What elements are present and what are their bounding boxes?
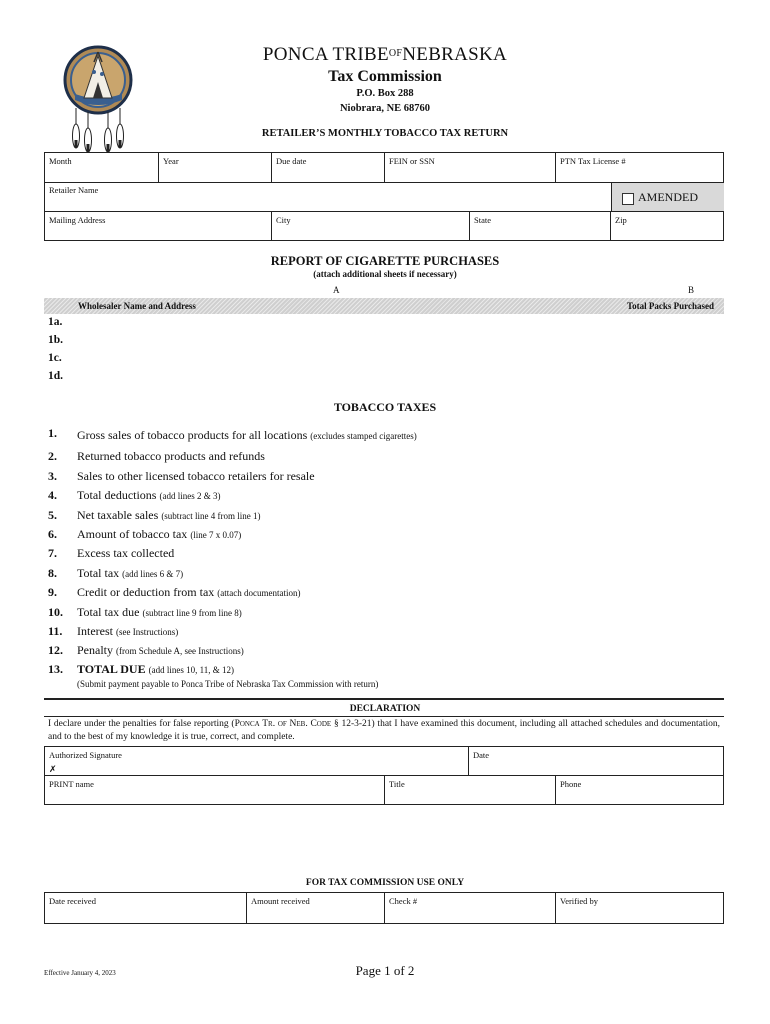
commission-title: Tax Commission [328, 68, 442, 85]
cigarette-line-1d: 1d. [48, 370, 64, 382]
ptn-license-label: PTN Tax License # [560, 156, 626, 166]
date-received-field[interactable] [45, 893, 247, 923]
check-number-field[interactable] [385, 893, 556, 923]
tax-line-label: Gross sales of tobacco products for all locations [77, 428, 308, 442]
declaration-text [48, 718, 720, 744]
tax-line-label: Interest [77, 624, 113, 638]
commission-use-row [44, 892, 724, 924]
page-number: Page 1 of 2 [355, 963, 415, 978]
ptn-license-field[interactable] [556, 153, 723, 182]
cigarette-section-subtitle: (attach additional sheets if necessary) [313, 269, 457, 279]
commission-use-title: FOR TAX COMMISSION USE ONLY [305, 878, 465, 888]
declaration-rule [44, 716, 724, 717]
signature-date-label: Date [473, 750, 490, 760]
amended-checkbox[interactable] [622, 193, 634, 205]
month-label: Month [49, 156, 72, 166]
fein-label: FEIN or SSN [389, 156, 435, 166]
tax-line-number: 12. [48, 643, 63, 657]
declaration-text-end: § 12-3-21) that I have examined this document, including all attached schedules and documentation, and to the best of my knowledge it is true, correct, and complete. [48, 719, 720, 742]
tax-line-number: 5. [48, 508, 57, 522]
tax-line-note: (attach documentation) [217, 588, 301, 598]
print-name-label: PRINT name [49, 779, 94, 789]
cigarette-line-1b: 1b. [48, 334, 64, 346]
cigarette-line-1a: 1a. [48, 316, 63, 328]
title-field[interactable] [385, 776, 556, 804]
tax-line-1 [77, 428, 417, 443]
amount-received-label: Amount received [251, 896, 310, 906]
amended-label: AMENDED [638, 190, 698, 204]
tax-line-number: 13. [48, 662, 63, 676]
due-date-field[interactable] [272, 153, 385, 182]
tax-line-13 [77, 662, 234, 677]
authorized-signature-field[interactable] [45, 747, 469, 775]
amount-received-field[interactable] [247, 893, 385, 923]
packs-column-header: Total Packs Purchased [626, 301, 714, 311]
amended-toggle[interactable] [611, 183, 724, 212]
mailing-address-label: Mailing Address [49, 215, 106, 225]
tax-line-note: (add lines 10, 11, & 12) [148, 665, 234, 675]
signature-date-field[interactable] [469, 747, 723, 775]
org-name-part1: PONCA TRIBE [262, 44, 389, 65]
phone-label: Phone [560, 779, 582, 789]
tax-line-label: Total deductions [77, 488, 157, 502]
tax-line-4 [77, 488, 220, 503]
due-date-label: Due date [276, 156, 307, 166]
effective-date: Effective January 4, 2023 [44, 969, 116, 977]
tax-line-number: 4. [48, 488, 57, 502]
tax-line-number: 10. [48, 605, 63, 619]
mailing-address-field[interactable] [45, 212, 272, 240]
declaration-title: DECLARATION [349, 704, 421, 714]
tax-line-label: Credit or deduction from tax [77, 585, 215, 599]
tax-line-note: (see Instructions) [115, 627, 179, 637]
tax-line-note: (from Schedule A, see Instructions) [116, 646, 244, 656]
tax-line-number: 9. [48, 585, 57, 599]
tax-line-9 [77, 585, 301, 600]
form-title: RETAILER’S MONTHLY TOBACCO TAX RETURN [261, 128, 509, 139]
tax-line-note: (add lines 6 & 7) [122, 569, 184, 579]
tax-line-number: 8. [48, 566, 57, 580]
print-name-row [44, 775, 724, 805]
tax-line-7 [77, 546, 174, 561]
state-label: State [474, 215, 491, 225]
year-field[interactable] [159, 153, 272, 182]
tax-line-label: Returned tobacco products and refunds [77, 449, 265, 463]
year-label: Year [163, 156, 179, 166]
cigarette-section-title: REPORT OF CIGARETTE PURCHASES [270, 254, 500, 268]
tax-line-number: 7. [48, 546, 57, 560]
info-row-3 [44, 211, 724, 241]
org-name-part2: NEBRASKA [402, 44, 508, 65]
org-name-of: OF [388, 48, 403, 59]
declaration-citation: Ponca Tr. of Neb. Code [234, 719, 332, 729]
tax-line-note: (subtract line 4 from line 1) [161, 511, 261, 521]
tax-line-label: Net taxable sales [77, 508, 159, 522]
tax-line-6 [77, 527, 241, 542]
title-label: Title [389, 779, 405, 789]
tax-line-note: (add lines 2 & 3) [159, 491, 221, 501]
tax-line-3 [77, 469, 315, 484]
tax-line-label: Total tax due [77, 605, 140, 619]
address-line-1: P.O. Box 288 [356, 88, 414, 99]
tax-line-label: Total tax [77, 566, 120, 580]
address-line-2: Niobrara, NE 68760 [339, 103, 431, 114]
tobacco-taxes-title: TOBACCO TAXES [333, 400, 437, 414]
verified-by-label: Verified by [560, 896, 599, 906]
tax-line-11 [77, 624, 178, 639]
retailer-name-label: Retailer Name [49, 185, 99, 195]
declaration-divider [44, 698, 724, 700]
tax-line-12 [77, 643, 244, 658]
organization-name [200, 44, 570, 66]
tax-line-10 [77, 605, 242, 620]
tax-line-5 [77, 508, 261, 523]
tax-line-note: (subtract line 9 from line 8) [142, 608, 242, 618]
column-a-letter: A [333, 285, 340, 295]
declaration-text-start: I declare under the penalties for false reporting ( [48, 719, 235, 729]
tax-line-number: 6. [48, 527, 57, 541]
city-label: City [276, 215, 291, 225]
payment-note: (Submit payment payable to Ponca Tribe of Nebraska Tax Commission with return) [77, 679, 379, 689]
tax-line-number: 2. [48, 449, 57, 463]
fein-field[interactable] [385, 153, 556, 182]
zip-field[interactable] [611, 212, 723, 240]
signature-x-icon: ✗ [49, 764, 57, 774]
tax-line-label: Amount of tobacco tax [77, 527, 188, 541]
tax-line-8 [77, 566, 183, 581]
tax-line-number: 3. [48, 469, 57, 483]
verified-by-field[interactable] [556, 893, 723, 923]
info-row-1 [44, 152, 724, 183]
phone-field[interactable] [556, 776, 723, 804]
wholesaler-column-header: Wholesaler Name and Address [78, 301, 196, 311]
column-b-letter: B [688, 285, 695, 295]
cigarette-line-1c: 1c. [48, 352, 62, 364]
tax-line-note: (line 7 x 0.07) [190, 530, 242, 540]
zip-label: Zip [615, 215, 627, 225]
date-received-label: Date received [49, 896, 96, 906]
authorized-signature-label: Authorized Signature [49, 750, 122, 760]
tax-line-label: Penalty [77, 643, 113, 657]
city-field[interactable] [272, 212, 470, 240]
print-name-field[interactable] [45, 776, 385, 804]
tax-line-label: Sales to other licensed tobacco retailers for resale [77, 469, 315, 483]
tax-line-number: 11. [48, 624, 63, 638]
month-field[interactable] [45, 153, 159, 182]
signature-row [44, 746, 724, 776]
state-field[interactable] [470, 212, 611, 240]
check-number-label: Check # [389, 896, 418, 906]
cigarette-table-header [44, 298, 724, 314]
tax-line-note: (excludes stamped cigarettes) [310, 431, 417, 441]
tribal-seal-icon [60, 42, 136, 154]
tax-line-label: TOTAL DUE [77, 662, 146, 676]
tax-line-2 [77, 449, 265, 464]
tax-line-number: 1. [48, 426, 57, 440]
tax-line-label: Excess tax collected [77, 546, 175, 560]
